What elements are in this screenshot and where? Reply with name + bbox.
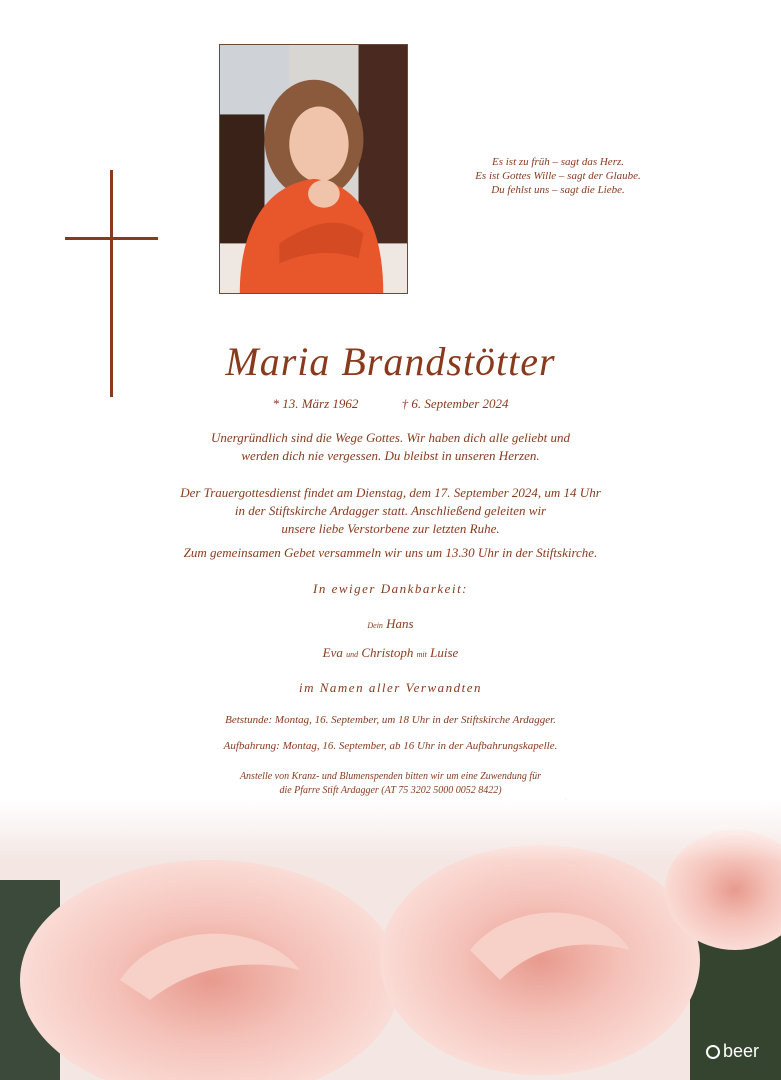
deceased-name: Maria Brandstötter — [225, 339, 556, 384]
quote-line: Es ist Gottes Wille – sagt der Glaube. — [475, 170, 641, 182]
mourner-connector: Dein — [367, 621, 383, 630]
text-line: Anstelle von Kranz- und Blumenspenden bitten wir um eine Zuwendung für — [239, 771, 542, 782]
laying-out-info: Aufbahrung: Montag, 16. September, ab 16 Uhr in der Aufbahrungskapelle. — [223, 740, 558, 752]
mourner-name: Eva — [322, 645, 343, 660]
service-paragraph — [0, 484, 781, 538]
memorial-paragraph — [0, 429, 781, 465]
mourner-line — [0, 615, 781, 635]
death-date: † 6. September 2024 — [401, 396, 509, 411]
mourner-name: Hans — [386, 616, 414, 631]
cross-horizontal-bar — [65, 237, 158, 240]
life-dates — [0, 396, 781, 412]
mourner-line — [0, 644, 781, 664]
brand-label: beer — [722, 1041, 759, 1061]
text-line: werden dich nie vergessen. Du bleibst in unseren Herzen. — [241, 448, 540, 463]
text-line: die Pfarre Stift Ardagger (AT 75 3202 5000 0052 8422) — [279, 785, 502, 796]
birth-date: * 13. März 1962 — [272, 396, 359, 411]
portrait-photo — [219, 44, 408, 294]
memorial-quote — [438, 155, 678, 197]
prayer-hour-info: Betstunde: Montag, 16. September, um 18 Uhr in der Stiftskirche Ardagger. — [225, 714, 556, 726]
text-line: unsere liebe Verstorbene zur letzten Ruhe. — [281, 521, 500, 536]
mourner-name: Christoph — [361, 645, 414, 660]
text-line: in der Stiftskirche Ardagger statt. Anschließend geleiten wir — [234, 503, 547, 518]
text-line: Zum gemeinsamen Gebet versammeln wir uns um 13.30 Uhr in der Stiftskirche. — [183, 545, 598, 560]
brand-icon — [706, 1045, 720, 1059]
brand-logo — [706, 1041, 759, 1062]
quote-line: Du fehlst uns – sagt die Liebe. — [491, 184, 625, 196]
mourner-connector: mit — [416, 650, 427, 659]
text-line: Unergründlich sind die Wege Gottes. Wir haben dich alle geliebt und — [210, 430, 570, 445]
text-line: Der Trauergottesdienst findet am Dienstag, dem 17. September 2024, um 14 Uhr — [180, 485, 601, 500]
quote-line: Es ist zu früh – sagt das Herz. — [491, 156, 625, 168]
gratitude-heading: In ewiger Dankbarkeit: — [312, 581, 469, 596]
prayer-paragraph — [0, 544, 781, 562]
mourner-connector: und — [346, 650, 359, 659]
roses-image — [0, 800, 781, 1080]
mourner-name: Luise — [430, 645, 459, 660]
relatives-line: im Namen aller Verwandten — [298, 680, 482, 695]
